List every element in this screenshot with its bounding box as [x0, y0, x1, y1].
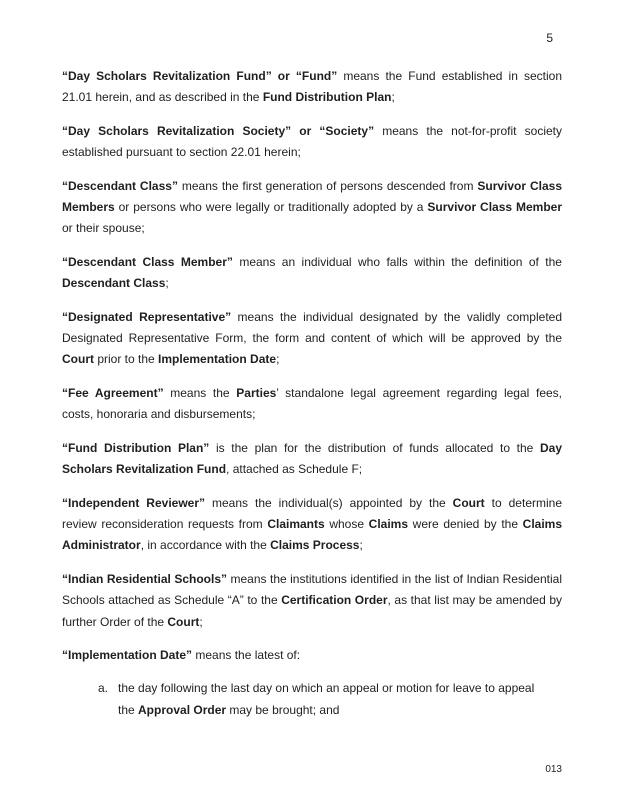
- defined-term: Court: [62, 352, 94, 367]
- document-body: [62, 66, 562, 721]
- defined-term: “Fee Agreement”: [62, 385, 164, 400]
- body-text: means the latest of:: [192, 647, 301, 662]
- definition-paragraph: [62, 66, 562, 109]
- body-text: or persons who were legally or traditionally adopted by a: [114, 200, 428, 215]
- defined-term: “Descendant Class Member”: [62, 254, 233, 269]
- body-text: prior to the: [94, 352, 159, 367]
- body-text: ;: [391, 90, 395, 105]
- body-text: , attached as Schedule F;: [226, 462, 363, 477]
- definition-paragraph: [62, 307, 562, 371]
- defined-term: “Day Scholars Revitalization Society” or “Society”: [62, 123, 375, 138]
- definition-paragraph: [62, 383, 562, 426]
- body-text: means the institutions identified in the list of Indian Residential Schools attached as Schedule “A” to the: [62, 571, 562, 608]
- body-text: is the plan for the distribution of funds allocated to the: [209, 440, 540, 455]
- defined-term: Claims Process: [270, 538, 360, 553]
- defined-term: Certification Order: [281, 593, 388, 608]
- defined-term: Claims Administrator: [62, 516, 563, 553]
- defined-term: Parties: [236, 385, 277, 400]
- defined-term: Implementation Date: [158, 352, 277, 367]
- body-text: the day following the last day on which an appeal or motion for leave to appeal the: [118, 681, 535, 717]
- body-text: means an individual who falls within the definition of the: [232, 254, 562, 269]
- list-item-text: [118, 678, 542, 721]
- body-text: ;: [165, 276, 169, 291]
- definition-paragraph: [62, 176, 562, 240]
- body-text: or their spouse;: [62, 221, 145, 236]
- defined-term: “Indian Residential Schools”: [62, 571, 227, 586]
- body-text: means the individual designated by the validly completed Designated Representative Form, the form and content of which will be approved by the: [62, 309, 562, 346]
- defined-term: Day Scholars Revitalization Fund: [62, 440, 562, 477]
- body-text: ;: [199, 614, 203, 629]
- body-text: ;: [359, 538, 363, 553]
- defined-term: “Day Scholars Revitalization Fund” or “Fund”: [62, 69, 338, 83]
- definition-paragraph: [62, 438, 562, 481]
- defined-term: “Descendant Class”: [62, 178, 178, 193]
- defined-term: Approval Order: [138, 702, 227, 717]
- body-text: whose: [324, 516, 369, 531]
- definition-paragraph: [62, 493, 562, 557]
- body-text: means the first generation of persons descended from: [177, 178, 478, 193]
- defined-term: “Fund Distribution Plan”: [62, 440, 210, 455]
- defined-term: Survivor Class Members: [62, 178, 562, 215]
- page-number: 5: [546, 31, 553, 45]
- body-text: means the individual(s) appointed by the: [205, 495, 453, 510]
- list-item: [98, 678, 542, 721]
- body-text: means the Fund established in section 21.01 herein, and as described in the: [62, 69, 562, 105]
- page-footer-number: 013: [545, 764, 562, 775]
- list-marker: a.: [98, 681, 109, 696]
- defined-term: Claimants: [267, 516, 325, 531]
- definition-paragraph: [62, 569, 562, 633]
- definition-paragraph: [62, 645, 562, 666]
- body-text: , in accordance with the: [140, 538, 271, 553]
- definition-paragraph: [62, 121, 562, 164]
- defined-term: “Designated Representative”: [62, 309, 232, 324]
- defined-term: Descendant Class: [62, 276, 166, 291]
- defined-term: “Implementation Date”: [62, 647, 193, 662]
- defined-term: Fund Distribution Plan: [262, 90, 392, 105]
- body-text: to determine review reconsideration requests from: [62, 495, 562, 531]
- defined-term: Court: [167, 614, 200, 629]
- body-text: were denied by the: [408, 516, 523, 531]
- definition-paragraph: [62, 252, 562, 295]
- body-text: ’ standalone legal agreement regarding legal fees, costs, honoraria and disbursements;: [62, 385, 562, 422]
- body-text: means the: [163, 385, 237, 400]
- body-text: , as that list may be amended by further Order of the: [62, 593, 563, 629]
- defined-term: Claims: [368, 516, 409, 531]
- defined-term: Survivor Class Member: [427, 200, 563, 215]
- body-text: ;: [276, 352, 280, 367]
- defined-term: “Independent Reviewer”: [62, 495, 206, 510]
- body-text: may be brought; and: [226, 702, 340, 717]
- body-text: means the not-for-profit society established pursuant to section 22.01 herein;: [62, 123, 562, 160]
- defined-term: Court: [452, 495, 485, 510]
